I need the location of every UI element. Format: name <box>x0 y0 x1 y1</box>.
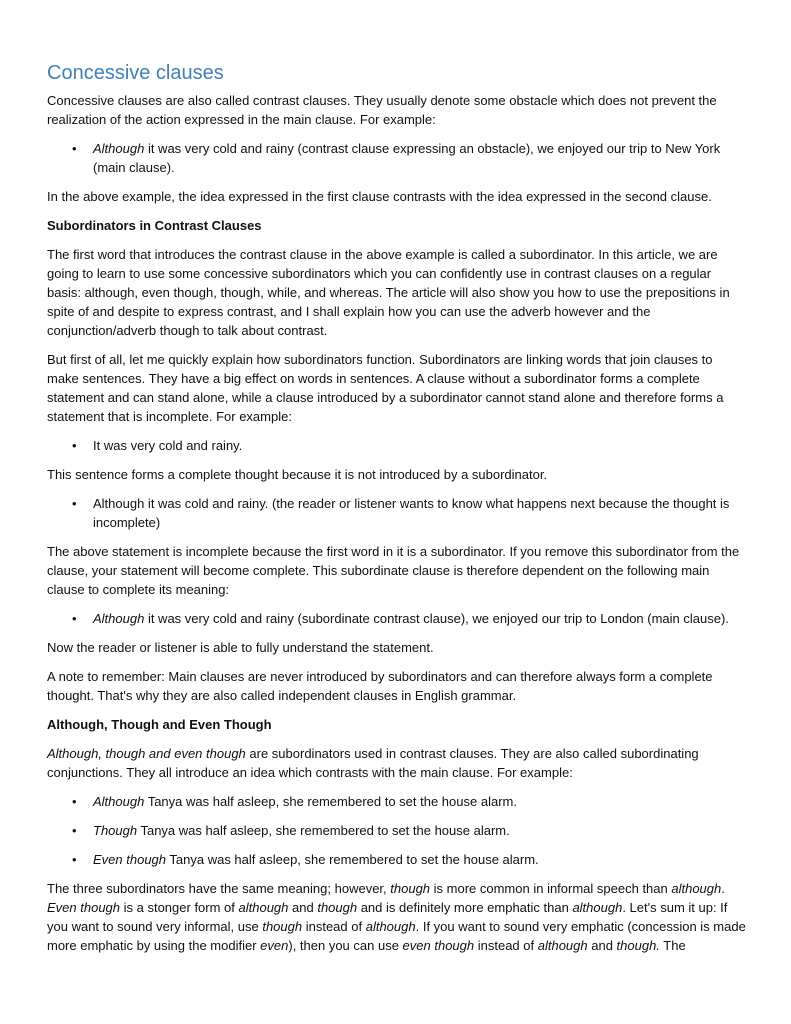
list-item <box>72 494 747 532</box>
bullet-list <box>47 139 747 177</box>
bullet-icon: • <box>72 794 77 809</box>
italic-run: though <box>317 900 358 915</box>
section-heading: Subordinators in Contrast Clauses <box>47 218 262 233</box>
text-run: Concessive clauses are also called contrast clauses. They usually denote some obstacle which does not prevent the realization of the action expressed in the main clause. For example: <box>47 93 717 127</box>
document-page <box>47 62 747 965</box>
text-run: The first word that introduces the contrast clause in the above example is called a subordinator. In this article, we are going to learn to use some concessive subordinators which you can confidently use in contrast clauses on a regular basis: although, even though, though, while, and whereas. The article will also show you how to use the prepositions in spite of and despite to express contrast, and I shall explain how you can use the adverb however and the conjunction/adverb though to talk about contrast. <box>47 247 730 338</box>
italic-run: even <box>260 938 289 953</box>
paragraph <box>47 245 747 340</box>
text-run: instead of <box>474 938 538 953</box>
italic-run: Even though <box>47 900 121 915</box>
italic-run: Though <box>93 823 138 838</box>
text-run: It was very cold and rainy. <box>93 438 243 453</box>
text-run: Now the reader or listener is able to fully understand the statement. <box>47 640 434 655</box>
italic-run: Even though <box>93 852 167 867</box>
bullet-icon: • <box>72 823 77 838</box>
italic-run: although <box>671 881 722 896</box>
text-run: instead of <box>302 919 366 934</box>
text-run: This sentence forms a complete thought because it is not introduced by a subordinator. <box>47 467 548 482</box>
bullet-icon: • <box>72 496 77 511</box>
page-title: Concessive clauses <box>47 62 224 84</box>
text-run: The three subordinators have the same meaning; however, <box>47 881 391 896</box>
text-run: Tanya was half asleep, she remembered to set the house alarm. <box>144 794 517 809</box>
text-run: The <box>659 938 686 953</box>
bullet-list <box>47 792 747 869</box>
text-run: it was very cold and rainy (contrast clause expressing an obstacle), we enjoyed our trip to New York (main clause). <box>93 141 721 175</box>
section-heading: Although, Though and Even Though <box>47 717 272 732</box>
text-run: . If you want to sound very emphatic (concession is made more emphatic by using the modifier <box>47 919 746 953</box>
italic-run: though. <box>616 938 660 953</box>
bullet-icon: • <box>72 141 77 156</box>
text-run: The above statement is incomplete because the first word in it is a subordinator. If you remove this subordinator from the clause, your statement will become complete. This subordinate clause is therefore dependent on the following main clause to complete its meaning: <box>47 544 740 597</box>
text-run: . Let's sum it up: If you want to sound very informal, use <box>47 900 728 934</box>
text-run: ), then you can use <box>288 938 403 953</box>
paragraph <box>47 542 747 599</box>
list-item <box>72 850 747 869</box>
italic-run: Although <box>93 611 145 626</box>
paragraph <box>47 465 747 484</box>
list-item <box>72 821 747 840</box>
italic-run: Although <box>93 794 145 809</box>
bullet-list <box>47 436 747 455</box>
italic-run: Although <box>93 141 145 156</box>
text-run: are subordinators used in contrast clauses. They are also called subordinating conjunctions. They all introduce an idea which contrasts with the main clause. For example: <box>47 746 699 780</box>
paragraph <box>47 350 747 426</box>
text-run: But first of all, let me quickly explain how subordinators function. Subordinators are linking words that join clauses to make sentences. They have a big effect on words in sentences. A clause without a subordinator forms a complete statement and can stand alone, while a clause introduced by a subordinator cannot stand alone and therefore forms a statement that is incomplete. For example: <box>47 352 724 424</box>
text-run: is more common in informal speech than <box>430 881 672 896</box>
paragraph <box>47 879 747 955</box>
document-body <box>47 91 747 955</box>
italic-run: Although, though and even though <box>47 746 246 761</box>
text-run: and <box>587 938 617 953</box>
text-run: Although it was cold and rainy. (the reader or listener wants to know what happens next because the thought is incomplete) <box>93 496 730 530</box>
text-run: In the above example, the idea expressed in the first clause contrasts with the idea expressed in the second clause. <box>47 189 712 204</box>
bullet-icon: • <box>72 852 77 867</box>
italic-run: although <box>238 900 289 915</box>
text-run: Tanya was half asleep, she remembered to set the house alarm. <box>166 852 539 867</box>
paragraph <box>47 91 747 129</box>
list-item <box>72 609 747 628</box>
list-item <box>72 139 747 177</box>
bullet-icon: • <box>72 611 77 626</box>
text-run: it was very cold and rainy (subordinate contrast clause), we enjoyed our trip to London (main clause). <box>144 611 729 626</box>
italic-run: although <box>365 919 416 934</box>
text-run: A note to remember: Main clauses are never introduced by subordinators and can therefore always form a complete thought. That's why they are also called independent clauses in English grammar. <box>47 669 713 703</box>
paragraph <box>47 744 747 782</box>
text-run: . <box>721 881 725 896</box>
paragraph <box>47 667 747 705</box>
bullet-icon: • <box>72 438 77 453</box>
text-run: Tanya was half asleep, she remembered to set the house alarm. <box>137 823 510 838</box>
italic-run: though <box>390 881 431 896</box>
bullet-list <box>47 609 747 628</box>
paragraph <box>47 187 747 206</box>
paragraph <box>47 638 747 657</box>
list-item <box>72 792 747 811</box>
italic-run: even though <box>402 938 475 953</box>
bullet-list <box>47 494 747 532</box>
italic-run: though <box>262 919 303 934</box>
italic-run: although <box>572 900 623 915</box>
text-run: and is definitely more emphatic than <box>357 900 573 915</box>
text-run: is a stonger form of <box>120 900 239 915</box>
text-run: and <box>288 900 318 915</box>
list-item <box>72 436 747 455</box>
italic-run: although <box>537 938 588 953</box>
